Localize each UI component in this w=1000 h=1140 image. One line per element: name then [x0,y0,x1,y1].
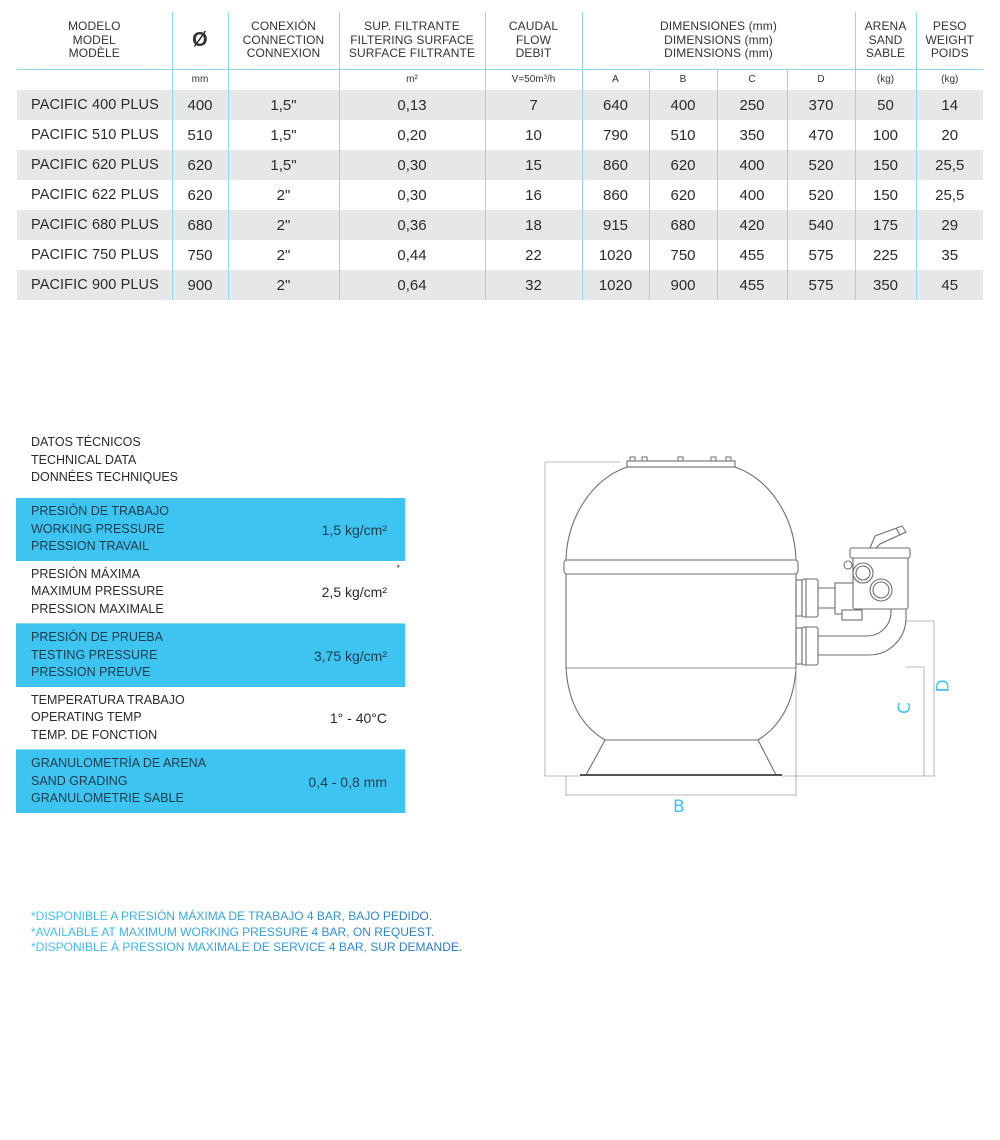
tech-data-row [16,561,405,624]
table-cell: 0,20 [339,120,485,150]
table-cell: 900 [172,270,228,300]
table-cell: 2" [228,270,339,300]
table-row [17,90,983,120]
model-name-cell: PACIFIC 900 PLUS [17,270,172,300]
table-cell: 400 [717,180,787,210]
table-cell: 175 [855,210,916,240]
table-row [17,210,983,240]
model-name-cell: PACIFIC 400 PLUS [17,90,172,120]
title-fr: DONNÉES TECHNIQUES [31,470,179,484]
tech-data-label: TEMPERATURA TRABAJO [31,692,185,707]
table-header-row [17,12,983,69]
unit-cell: m² [339,69,485,90]
tech-data-label: PRESIÓN MÁXIMA [31,566,141,581]
model-name-cell: PACIFIC 622 PLUS [17,180,172,210]
footnote-fr: *DISPONIBLE À PRESSION MAXIMALE DE SERVICE 4 BAR, SUR DEMANDE. [31,940,463,954]
unit-cell: mm [172,69,228,90]
table-cell: 1020 [582,270,649,300]
table-cell: 455 [717,270,787,300]
table-cell: 680 [172,210,228,240]
table-units-row [17,69,983,90]
table-cell: 1,5" [228,150,339,180]
tech-data-label: PRESIÓN DE PRUEBA [31,630,163,645]
table-cell: 620 [172,150,228,180]
table-cell: 620 [172,180,228,210]
table-cell: 860 [582,150,649,180]
filter-diagram [530,440,970,830]
table-cell: 790 [582,120,649,150]
header-weight: PESO WEIGHT POIDS [916,12,983,69]
table-cell: 860 [582,180,649,210]
tech-data-row [16,498,405,561]
table-cell: 915 [582,210,649,240]
tech-data-label: TESTING PRESSURE [31,647,158,662]
table-cell: 100 [855,120,916,150]
asterisk-marker: * [396,563,400,573]
table-cell: 25,5 [916,150,983,180]
table-cell: 620 [649,180,717,210]
table-cell: 150 [855,180,916,210]
table-cell: 400 [649,90,717,120]
table-cell: 620 [649,150,717,180]
header-model: MODELO MODEL MODÈLE [67,19,121,60]
table-cell: 16 [485,180,582,210]
table-cell: 900 [649,270,717,300]
table-cell: 470 [787,120,855,150]
table-cell: 2" [228,180,339,210]
table-cell: 22 [485,240,582,270]
table-row [17,180,983,210]
tech-data-labels [31,503,169,556]
header-sand: ARENA SAND SABLE [855,12,916,69]
table-cell: 10 [485,120,582,150]
tech-data-labels [31,566,164,619]
tech-data-value: 1,5 kg/cm² [321,521,387,538]
table-cell: 1020 [582,240,649,270]
table-cell: 0,13 [339,90,485,120]
tech-data-labels [31,629,163,682]
table-row [17,120,983,150]
table-cell: 520 [787,150,855,180]
table-cell: 420 [717,210,787,240]
table-cell: 510 [649,120,717,150]
model-name-cell: PACIFIC 510 PLUS [17,120,172,150]
model-name-cell: PACIFIC 680 PLUS [17,210,172,240]
table-cell: 520 [787,180,855,210]
footnote [31,909,462,956]
table-cell: 0,64 [339,270,485,300]
table-cell: 15 [485,150,582,180]
model-name-cell: PACIFIC 750 PLUS [17,240,172,270]
tech-data-value: 0,4 - 0,8 mm [308,773,387,790]
tech-data-label: GRANULOMETRIE SABLE [31,791,184,806]
tech-data-labels [31,692,185,745]
unit-cell: B [649,69,717,90]
header-dimensions: DIMENSIONES (mm) DIMENSIONS (mm) DIMENSIONS (mm) [582,12,855,69]
table-cell: 2" [228,210,339,240]
table-cell: 750 [649,240,717,270]
title-es: DATOS TÉCNICOS [31,435,141,449]
model-name-cell: PACIFIC 620 PLUS [17,150,172,180]
unit-cell [17,69,172,90]
table-cell: 540 [787,210,855,240]
table-cell: 225 [855,240,916,270]
table-cell: 20 [916,120,983,150]
tech-data-label: SAND GRADING [31,773,128,788]
dimension-label-c: C [894,702,915,714]
table-cell: 45 [916,270,983,300]
dimension-label-b: B [673,797,685,817]
table-cell: 370 [787,90,855,120]
unit-cell: A [582,69,649,90]
table-cell: 14 [916,90,983,120]
tech-data-label: PRESSION MAXIMALE [31,601,164,616]
tech-data-label: GRANULOMETRÍA DE ARENA [31,756,207,771]
header-filter-surface: SUP. FILTRANTE FILTERING SURFACE SURFACE FILTRANTE [339,12,485,69]
tech-data-label: WORKING PRESSURE [31,521,165,536]
tech-data-box [16,498,405,813]
unit-cell: C [717,69,787,90]
unit-cell [228,69,339,90]
table-cell: 400 [717,150,787,180]
table-row [17,150,983,180]
table-row [17,270,983,300]
tech-data-label: PRESIÓN DE TRABAJO [31,504,169,519]
footnote-es: *DISPONIBLE A PRESIÓN MÁXIMA DE TRABAJO 4 BAR, BAJO PEDIDO. [31,909,462,925]
table-cell: 400 [172,90,228,120]
table-cell: 32 [485,270,582,300]
table-cell: 0,44 [339,240,485,270]
table-cell: 575 [787,270,855,300]
sand-filter-drawing-icon [530,440,970,830]
tech-data-row [16,687,405,750]
table-cell: 0,30 [339,150,485,180]
unit-cell: (kg) [855,69,916,90]
unit-cell: (kg) [916,69,983,90]
table-cell: 0,30 [339,180,485,210]
tech-data-labels [31,755,206,808]
table-cell: 150 [855,150,916,180]
table-cell: 750 [172,240,228,270]
table-cell: 510 [172,120,228,150]
table-cell: 1,5" [228,90,339,120]
dimension-label-d: D [933,679,954,693]
table-cell: 0,36 [339,210,485,240]
title-en: TECHNICAL DATA [31,452,137,467]
table-cell: 1,5" [228,120,339,150]
table-cell: 575 [787,240,855,270]
unit-cell: D [787,69,855,90]
table-cell: 350 [717,120,787,150]
tech-data-row [16,624,405,687]
footnote-en: *AVAILABLE AT MAXIMUM WORKING PRESSURE 4 BAR, ON REQUEST. [31,925,462,941]
tech-data-label: MAXIMUM PRESSURE [31,584,164,599]
tech-data-label: TEMP. DE FONCTION [31,727,158,742]
unit-cell: V=50m³/h [485,69,582,90]
tech-data-title [31,434,178,487]
tech-data-row [16,750,405,813]
table-row [17,240,983,270]
table-cell: 640 [582,90,649,120]
table-cell: 25,5 [916,180,983,210]
header-connection: CONEXIÓN CONNECTION CONNEXION [228,12,339,69]
table-cell: 7 [485,90,582,120]
table-cell: 35 [916,240,983,270]
tech-data-label: OPERATING TEMP [31,710,142,725]
table-cell: 455 [717,240,787,270]
table-cell: 50 [855,90,916,120]
table-cell: 250 [717,90,787,120]
tech-data-value: 2,5 kg/cm² [321,584,387,600]
table-body [17,90,983,300]
table-cell: 2" [228,240,339,270]
table-cell: 680 [649,210,717,240]
header-flow: CAUDAL FLOW DEBIT [485,12,582,69]
tech-data-label: PRESSION PREUVE [31,665,151,680]
tech-data-value: 1° - 40°C [329,710,387,726]
table-cell: 18 [485,210,582,240]
table-cell: 29 [916,210,983,240]
tech-data-label: PRESSION TRAVAIL [31,539,150,554]
tech-data-value: 3,75 kg/cm² [313,647,387,664]
spec-table [17,12,983,300]
header-diameter: Ø [172,12,228,69]
table-cell: 350 [855,270,916,300]
